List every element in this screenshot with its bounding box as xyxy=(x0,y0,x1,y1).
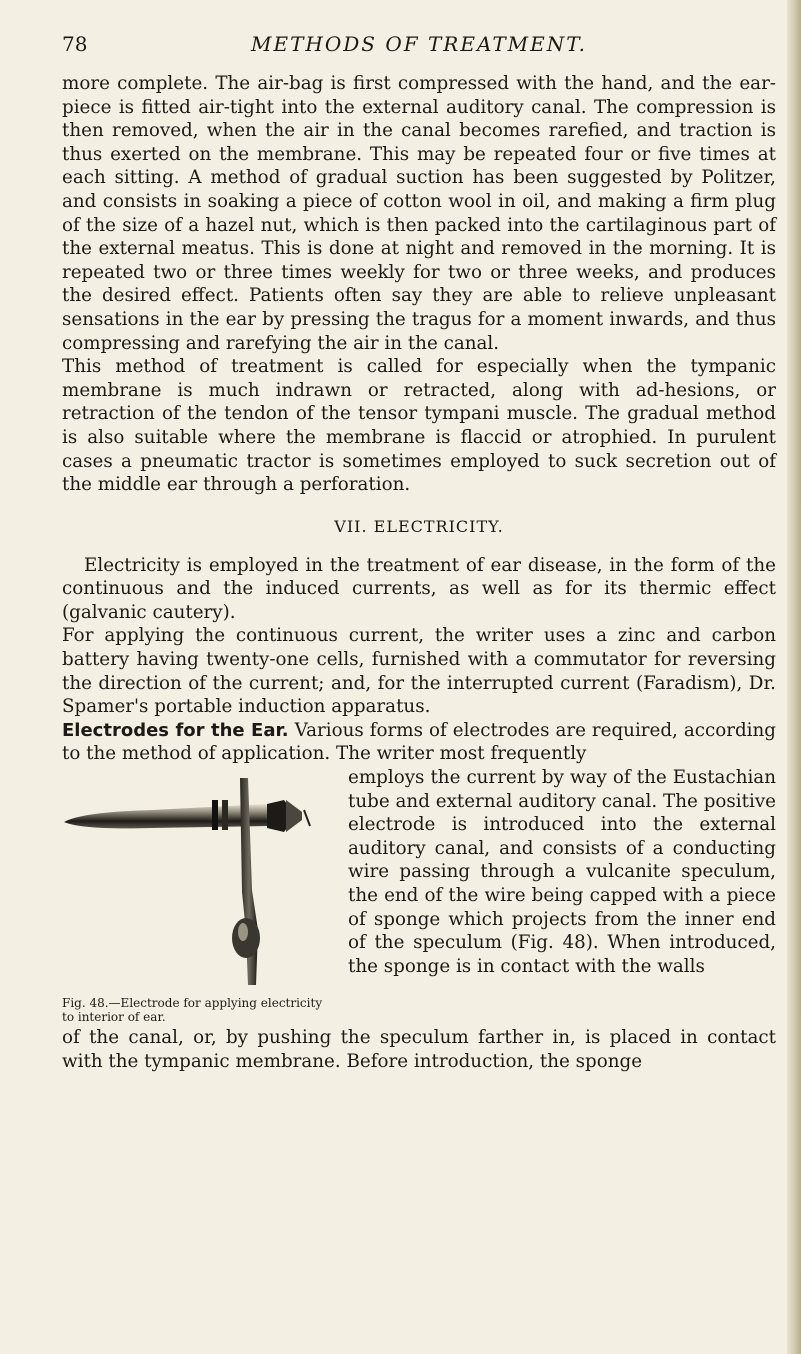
tip-mark xyxy=(304,810,310,826)
paragraph-1: more complete. The air-bag is first compressed with the hand, and the ear-piece is fitted air-tight into the external auditory canal. The compression is then removed, when the air in the canal becomes rarefied, and traction is thus exerted on the membrane. This may be repeated four or five times at each sitting. A method of gradual suction has been suggested by Politzer, and consists in soaking a piece of cotton wool in oil, and making a firm plug of the size of a hazel nut, which is then packed into the cartilaginous part of the external meatus. This is done at night and removed in the morning. It is repeated two or three times weekly for two or three weeks, and produces the desired effect. Patients often say they are able to relieve unpleasant sensations in the ear by pressing the tragus for a moment inwards, and thus compressing and rarefying the air in the canal. xyxy=(62,73,776,354)
section-heading: VII. ELECTRICITY. xyxy=(334,516,504,536)
figure-caption: Fig. 48.—Electrode for applying electricity to interior of ear. xyxy=(62,996,323,1025)
paragraph-2: This method of treatment is called for especially when the tympanic membrane is much indrawn or retracted, along with ad-hesions, or retraction of the tendon of the tensor tympani muscle. The gradual method is also suitable where the membrane is flaccid or atrophied. In purulent cases a pneumatic tractor is sometimes employed to suck secretion out of the middle ear through a perforation. xyxy=(62,356,776,496)
paragraph-5-wrap: employs the current by way of the Eustachian tube and external auditory canal. The positive electrode is introduced into the external auditory canal, and consists of a conducting wire passing through a vulcanite speculum, the end of the wire being capped with a piece of sponge which projects from the inner end of the speculum (Fig. 48). When introduced, the sponge is in contact with the walls xyxy=(348,767,776,977)
collar-1 xyxy=(212,800,218,830)
page-number: 78 xyxy=(62,32,88,56)
page-edge xyxy=(787,0,801,1354)
paragraph-5-first: Various forms of electrodes are required, according to the method of application. The writer most frequently xyxy=(62,719,777,765)
paragraph-3: Electricity is employed in the treatment of ear disease, in the form of the continuous and the induced currents, as well as for its thermic effect (galvanic cautery). xyxy=(62,554,776,623)
electrode-illustration xyxy=(62,770,334,992)
paragraph-5-start xyxy=(62,719,776,766)
sponge-highlight xyxy=(238,923,248,941)
collar-2 xyxy=(222,800,228,830)
body-text xyxy=(62,72,776,1073)
paragraph-5-tail: of the canal, or, by pushing the speculum farther in, is placed in contact with the tympanic membrane. Before introduction, the sponge xyxy=(62,1027,776,1072)
figure-48 xyxy=(62,770,334,1024)
electrodes-heading: Electrodes for the Ear. xyxy=(62,719,289,741)
page-header xyxy=(62,32,776,72)
book-page xyxy=(62,32,776,1073)
paragraph-4: For applying the continuous current, the writer uses a zinc and carbon battery having twenty-one cells, furnished with a commutator for reversing the direction of the current; and, for the interrupted current (Faradism), Dr. Spamer's portable induction apparatus. xyxy=(62,625,776,718)
running-title: METHODS OF TREATMENT. xyxy=(250,32,587,56)
ear-tip xyxy=(286,800,302,832)
handle-rod xyxy=(64,804,267,828)
